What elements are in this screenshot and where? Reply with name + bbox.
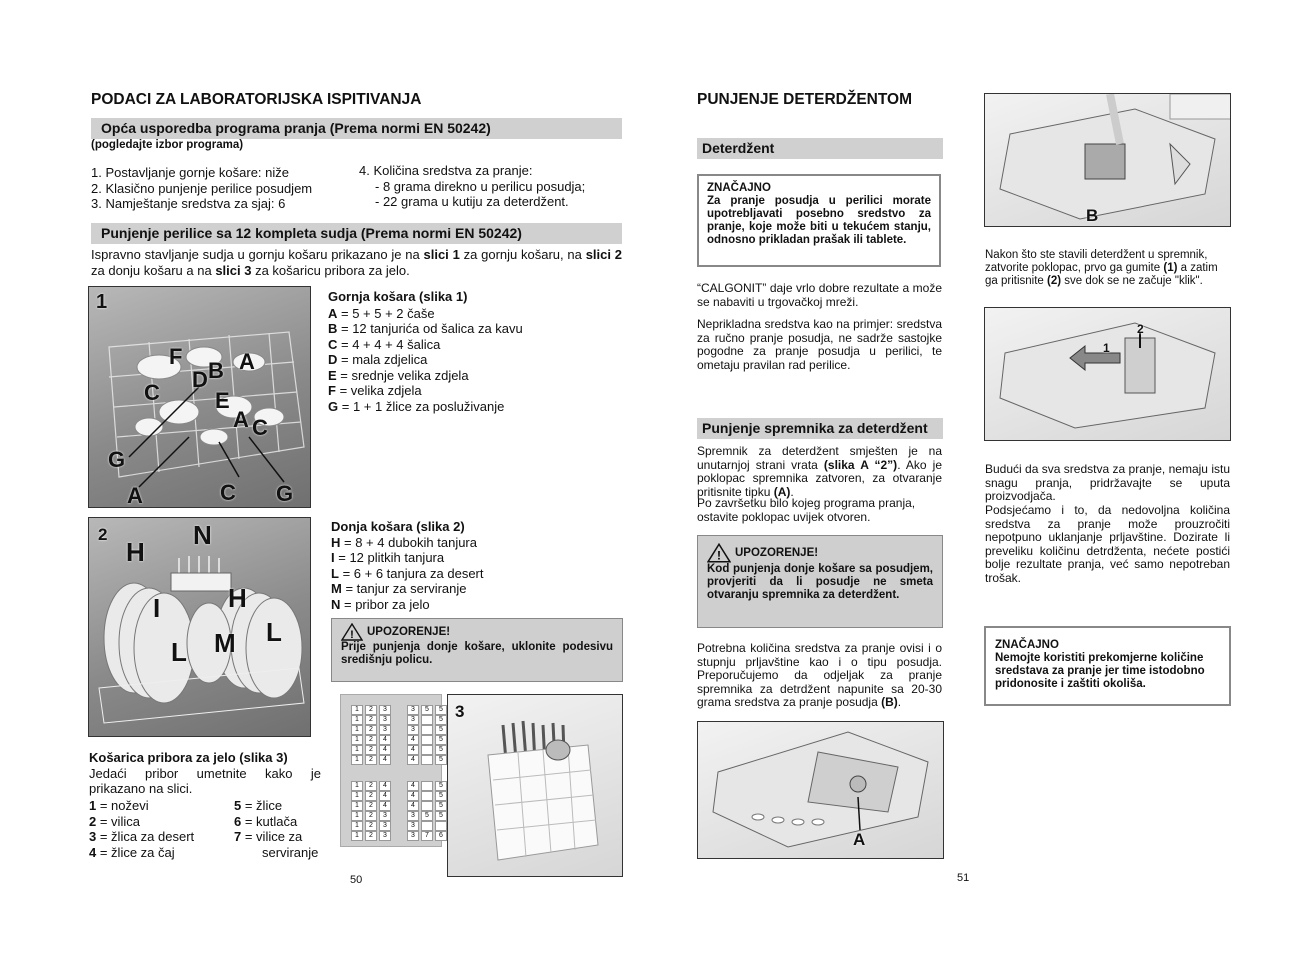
- section-bar-program-comparison: Opća usporedba programa pranja (Prema normi EN 50242): [91, 118, 622, 139]
- closing-lid-paragraph: Nakon što ste stavili deterdžent u spremnik, zatvorite poklopac, prvo ga gumite (1) a zatim ga pritisnite (2) sve dok se ne začuje "klik".: [985, 249, 1218, 287]
- grid-cell: 5: [435, 725, 447, 735]
- grid-cell: [421, 725, 433, 735]
- step-2: 2. Klasično punjenje perilice posudjem: [91, 180, 313, 196]
- grid-cell: 6: [435, 831, 447, 841]
- fig1-label-c-3: C: [220, 480, 236, 505]
- fig2-label-n: N: [193, 520, 212, 550]
- grid-cell: 5: [421, 811, 433, 821]
- note-title: ZNAČAJNO: [707, 182, 771, 194]
- grid-cell: [393, 801, 405, 811]
- grid-cell: 3: [407, 715, 419, 725]
- note-text: Nemojte koristiti prekomjerne količine sredstava za pranje jer time istodobno pridonosite i zaštiti okoliša.: [995, 652, 1205, 690]
- figure-2-lower-basket-photo: [88, 517, 311, 737]
- fig1-label-d: D: [192, 367, 208, 392]
- cutlery-basket-illustration: [448, 695, 623, 877]
- legend-item-n: N = pribor za jelo: [331, 596, 430, 612]
- warning-text: Prije punjenja donje košare, uklonite podesivu središnju policu.: [341, 641, 613, 666]
- step-4-line-1: - 8 grama direkno u perilicu posudja;: [375, 178, 586, 194]
- fig1-label-g: G: [108, 447, 126, 472]
- grid-cell: 3: [379, 705, 391, 715]
- svg-text:!: !: [350, 629, 354, 641]
- section-bar-filling-dispenser: Punjenje spremnika za deterdžent: [697, 418, 943, 439]
- grid-cell: 1: [351, 745, 363, 755]
- fig1-label-a-3: A: [127, 483, 143, 508]
- detergent-important-note: [697, 174, 941, 267]
- grid-cell: [421, 821, 433, 831]
- environment-important-note: [984, 626, 1231, 706]
- grid-cell: 1: [351, 801, 363, 811]
- legend-item-f: F = velika zdjela: [328, 383, 422, 398]
- grid-cell: [393, 715, 405, 725]
- calgonit-paragraph: “CALGONIT” daje vrlo dobre rezultate a može se nabaviti u trgovačkoj mreži.: [697, 281, 942, 309]
- grid-row: [351, 791, 447, 801]
- grid-cell: [393, 745, 405, 755]
- svg-text:!: !: [717, 548, 721, 563]
- grid-cell: 4: [407, 735, 419, 745]
- program-selection-note: (pogledajte izbor programa): [91, 139, 244, 151]
- grid-cell: 1: [351, 821, 363, 831]
- detergent-quantity-paragraph: Potrebna količina sredstva za pranje ovisi i o stupnju prljavštine kao i o tipu posudja. Preporučujemo da odjeljak za pranje spremnika za detrdžent napunite sa 20-30 grama sredstva za pranje posudja (B).: [697, 641, 942, 709]
- dispenser-illustration-close: [985, 308, 1231, 441]
- grid-cell: 1: [351, 791, 363, 801]
- grid-cell: 3: [407, 831, 419, 841]
- grid-cell: 7: [421, 831, 433, 841]
- grid-cell: [421, 791, 433, 801]
- fig-close-label-1: 1: [1103, 341, 1110, 355]
- fig2-label-h-2: H: [228, 583, 247, 613]
- grid-cell: 2: [365, 821, 377, 831]
- upper-basket-title: Gornja košara (slika 1): [328, 289, 468, 304]
- left-page-title: PODACI ZA LABORATORIJSKA ISPITIVANJA: [91, 91, 422, 108]
- grid-cell: 4: [379, 801, 391, 811]
- fig2-label-h: H: [126, 537, 145, 567]
- fig1-label-g-2: G: [276, 481, 294, 506]
- grid-row: [351, 811, 447, 821]
- fig1-label-b: B: [208, 358, 224, 383]
- test-steps-list: [91, 165, 351, 212]
- grid-cell: [393, 725, 405, 735]
- grid-cell: 4: [407, 755, 419, 765]
- warning-text: Kod punjenja donje košare sa posudjem, provjeriti da li posudje ne smeta otvaranju spremnika za deterdžent.: [707, 563, 933, 601]
- fig2-label-l: L: [266, 617, 282, 647]
- legend-item-m: M = tanjur za serviranje: [331, 581, 467, 596]
- step-3: 3. Namještanje sredstva za sjaj: 6: [91, 196, 286, 211]
- grid-cell: 5: [435, 791, 447, 801]
- page-number-left: 50: [350, 874, 363, 886]
- grid-cell: 2: [365, 705, 377, 715]
- grid-cell: 1: [351, 705, 363, 715]
- upper-basket-legend: [328, 289, 568, 414]
- grid-cell: 1: [351, 781, 363, 791]
- grid-cell: 2: [365, 811, 377, 821]
- grid-cell: 1: [351, 755, 363, 765]
- detergent-amount-list: [359, 163, 629, 210]
- fig1-label-a-2: A: [233, 407, 249, 432]
- figure-3-number: 3: [455, 702, 465, 721]
- grid-row: [351, 725, 447, 735]
- cutlery-item-7-cont: serviranje: [262, 844, 319, 860]
- grid-row: [351, 705, 447, 715]
- grid-cell: 3: [379, 811, 391, 821]
- grid-cell: 1: [351, 831, 363, 841]
- section-bar-detergent: Deterdžent: [697, 138, 943, 159]
- legend-item-b: B = 12 tanjurića od šalica za kavu: [328, 321, 523, 336]
- note-text: Za pranje posudja u perilici morate upotrebljavati posebno sredstvo za pranje, koje može biti u tekućem stanju, odnosno prikladan prašak ili tablete.: [707, 195, 931, 246]
- detergent-dispenser-warning: [697, 535, 943, 628]
- grid-row: [351, 755, 447, 765]
- cutlery-basket-intro: Jedaći pribor umetnite kako je prikazano na slici.: [89, 765, 321, 796]
- legend-item-i: I = 12 plitkih tanjura: [331, 550, 445, 565]
- grid-row: [351, 801, 447, 811]
- page-number-right: 51: [957, 872, 970, 884]
- grid-cell: 3: [407, 725, 419, 735]
- grid-cell: [421, 755, 433, 765]
- unsuitable-detergents-paragraph: Neprikladna sredstva kao na primjer: sredstva za ručno pranje posudja, ne sadrže sastojke pogodne za pranje posudja u perilici, te ometaju pravilan rad perilice.: [697, 317, 942, 372]
- grid-cell: 4: [379, 735, 391, 745]
- grid-cell: 2: [365, 831, 377, 841]
- grid-cell: 1: [351, 725, 363, 735]
- dispenser-illustration-b: [985, 94, 1231, 227]
- grid-cell: [421, 745, 433, 755]
- grid-cell: [421, 715, 433, 725]
- grid-cell: 2: [365, 781, 377, 791]
- grid-cell: 5: [421, 705, 433, 715]
- grid-cell: 4: [379, 745, 391, 755]
- manufacturer-instructions-paragraph: Budući da sva sredstva za pranje, nemaju istu snagu pranja, pridržavajte se uputa proizvodjača.: [985, 462, 1230, 503]
- grid-cell: 2: [365, 801, 377, 811]
- warning-title: UPOZORENJE!: [367, 625, 451, 638]
- grid-cell: [393, 735, 405, 745]
- dispenser-location-paragraph: Spremnik za deterdžent smješten je na unutarnjoj strani vrata (slika A “2”). Ako je poklopac spremnika zatvoren, za otvaranje pritisnite tipku (A).: [697, 444, 943, 499]
- grid-cell: [393, 821, 405, 831]
- grid-cell: 2: [365, 715, 377, 725]
- grid-row: [351, 831, 447, 841]
- grid-cell: 3: [379, 715, 391, 725]
- grid-cell: 3: [379, 725, 391, 735]
- fig1-label-f: F: [169, 344, 183, 369]
- grid-cell: 3: [407, 705, 419, 715]
- grid-cell: 5: [435, 715, 447, 725]
- grid-cell: 4: [407, 801, 419, 811]
- right-page-title: PUNJENJE DETERDŽENTOM: [697, 91, 913, 108]
- cutlery-item-3: 3 = žlica za desert: [89, 829, 195, 844]
- legend-item-d: D = mala zdjelica: [328, 352, 428, 367]
- grid-cell: 5: [435, 801, 447, 811]
- warning-icon: [707, 543, 731, 563]
- grid-cell: 3: [407, 821, 419, 831]
- grid-cell: 4: [407, 745, 419, 755]
- note-title: ZNAČAJNO: [995, 639, 1059, 651]
- fig1-label-c: C: [144, 380, 160, 405]
- legend-item-l: L = 6 + 6 tanjura za desert: [331, 565, 484, 581]
- grid-cell: 5: [435, 705, 447, 715]
- cutlery-item-2: 2 = vilica: [89, 813, 140, 829]
- fig2-label-i: I: [153, 593, 161, 623]
- grid-cell: 2: [365, 725, 377, 735]
- figure-b-filling-photo: [984, 93, 1231, 227]
- figure-1-upper-basket-photo: [88, 286, 311, 508]
- grid-cell: 5: [435, 811, 447, 821]
- grid-cell: 4: [379, 781, 391, 791]
- grid-cell: [393, 781, 405, 791]
- legend-item-e: E = srednje velika zdjela: [328, 367, 469, 383]
- grid-cell: 2: [365, 735, 377, 745]
- section-bar-12-settings: Punjenje perilice sa 12 kompleta sudja (Prema normi EN 50242): [91, 223, 622, 244]
- cutlery-arrangement-grid: [340, 694, 442, 847]
- grid-cell: [393, 705, 405, 715]
- grid-row: [351, 715, 447, 725]
- legend-item-h: H = 8 + 4 dubokih tanjura: [331, 534, 477, 550]
- grid-row: [351, 781, 447, 791]
- grid-row: [351, 821, 447, 831]
- dispenser-illustration-a: [698, 722, 944, 859]
- leave-lid-open-paragraph: Po završetku bilo kojeg programa pranja, ostavite poklopac uvijek otvoren.: [697, 496, 916, 524]
- cutlery-item-7: 7 = vilice za: [234, 829, 303, 844]
- cutlery-item-6: 6 = kutlača: [234, 813, 298, 829]
- fig1-label-a: A: [239, 349, 255, 374]
- fig-b-label: B: [1086, 206, 1099, 225]
- lower-basket-warning: [331, 618, 623, 682]
- fig2-label-l-2: L: [171, 637, 187, 667]
- grid-cell: 4: [379, 791, 391, 801]
- grid-cell: 2: [365, 755, 377, 765]
- cutlery-item-5: 5 = žlice: [234, 798, 283, 813]
- cutlery-item-1: 1 = noževi: [89, 798, 149, 813]
- grid-row: [351, 745, 447, 755]
- grid-cell: [393, 791, 405, 801]
- grid-cell: 5: [435, 755, 447, 765]
- grid-cell: 4: [407, 791, 419, 801]
- figure-2-number: 2: [98, 525, 108, 544]
- grid-cell: [421, 781, 433, 791]
- figure-1-number: 1: [96, 291, 108, 313]
- grid-cell: [393, 831, 405, 841]
- grid-cell: 1: [351, 715, 363, 725]
- grid-cell: 3: [407, 811, 419, 821]
- figure-a-dispenser-photo: [697, 721, 944, 859]
- cutlery-item-4: 4 = žlice za čaj: [89, 844, 175, 860]
- legend-item-g: G = 1 + 1 žlice za posluživanje: [328, 398, 505, 414]
- figure-3-cutlery-basket-photo: [447, 694, 623, 877]
- cutlery-basket-title: Košarica pribora za jelo (slika 3): [89, 750, 288, 765]
- grid-cell: [421, 801, 433, 811]
- cutlery-legend-col-1: [89, 798, 234, 860]
- cutlery-legend-col-2: [234, 798, 329, 860]
- upper-basket-illustration: [89, 287, 311, 508]
- dosage-reminder-paragraph: Podsjećamo i to, da nedovoljna količina sredstva za pranje može prouzročiti nepotpuno uklanjanje prljavštine. Dozirate li preveliku količinu detrdženta, nećete postići bolje rezultate pranja, već samo nepotreban trošak.: [985, 503, 1230, 585]
- grid-cell: 1: [351, 735, 363, 745]
- fig-a-label: A: [853, 830, 866, 849]
- figure-closing-lid-photo: [984, 307, 1231, 441]
- grid-cell: 4: [379, 755, 391, 765]
- step-4: 4. Količina sredstva za pranje:: [359, 163, 533, 178]
- grid-cell: 5: [435, 781, 447, 791]
- grid-cell: 3: [379, 821, 391, 831]
- grid-cell: [421, 735, 433, 745]
- lower-basket-legend: [331, 519, 571, 612]
- grid-cell: 2: [365, 791, 377, 801]
- fig1-label-e: E: [215, 388, 230, 413]
- warning-title: UPOZORENJE!: [735, 546, 819, 559]
- grid-cell: 5: [435, 735, 447, 745]
- grid-cell: 1: [351, 811, 363, 821]
- grid-cell: 4: [407, 781, 419, 791]
- lower-basket-title: Donja košara (slika 2): [331, 519, 465, 534]
- grid-cell: [435, 821, 447, 831]
- grid-cell: 2: [365, 745, 377, 755]
- fig2-label-m: M: [214, 628, 236, 658]
- grid-cell: [393, 755, 405, 765]
- cutlery-basket-section: [89, 750, 321, 800]
- legend-item-c: C = 4 + 4 + 4 šalica: [328, 336, 441, 352]
- grid-cell: 3: [379, 831, 391, 841]
- step-1: 1. Postavljanje gornje košare: niže: [91, 165, 290, 180]
- step-4-line-2: - 22 grama u kutiju za deterdžent.: [375, 194, 569, 209]
- warning-icon: [341, 623, 363, 641]
- grid-cell: 5: [435, 745, 447, 755]
- grid-row: [351, 735, 447, 745]
- fig1-label-c-2: C: [252, 415, 268, 440]
- loading-intro-paragraph: Ispravno stavljanje sudja u gornju košaru prikazano je na slici 1 za gornju košaru, na slici 2 za donju košaru a na slici 3 za košaricu pribora za jelo.: [91, 247, 622, 278]
- grid-cell: [393, 811, 405, 821]
- legend-item-a: A = 5 + 5 + 2 čaše: [328, 305, 435, 321]
- fig-close-label-2: 2: [1137, 322, 1144, 336]
